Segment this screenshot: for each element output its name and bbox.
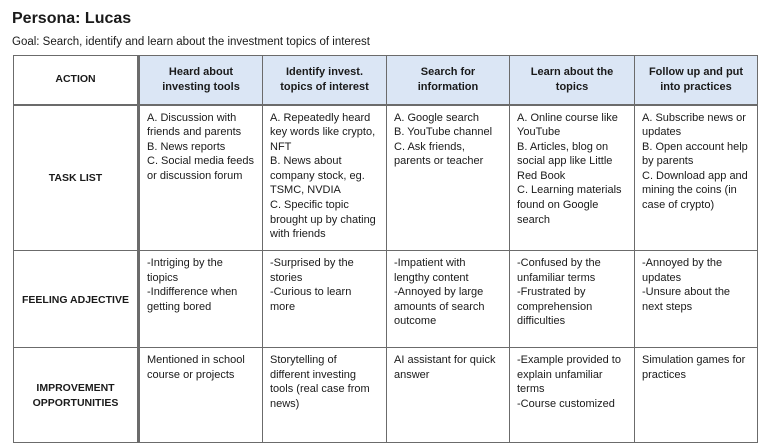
improvement-cell: -Example provided to explain unfamiliar terms -Course customized <box>510 348 635 443</box>
feeling-cell: -Confused by the unfamiliar terms -Frustrated by comprehension difficulties <box>510 251 635 348</box>
row-label-task-list: TASK LIST <box>14 105 139 251</box>
task-cell: A. Discussion with friends and parents B. News reports C. Social media feeds or discussion forum <box>139 105 263 251</box>
improvement-cell: AI assistant for quick answer <box>387 348 510 443</box>
row-label-improvement: IMPROVEMENT OPPORTUNITIES <box>14 348 139 443</box>
action-header: ACTION <box>14 56 139 105</box>
task-cell: A. Google search B. YouTube channel C. Ask friends, parents or teacher <box>387 105 510 251</box>
feeling-row <box>14 251 758 348</box>
feeling-cell: -Intriging by the tiopics -Indifference when getting bored <box>139 251 263 348</box>
feeling-cell: -Impatient with lengthy content -Annoyed by large amounts of search outcome <box>387 251 510 348</box>
task-list-row <box>14 105 758 251</box>
persona-title: Persona: Lucas <box>12 10 132 27</box>
improvement-cell: Storytelling of different investing tools (real case from news) <box>263 348 387 443</box>
stage-header-follow-up: Follow up and put into practices <box>635 56 758 105</box>
stage-header-learn: Learn about the topics <box>510 56 635 105</box>
stage-header-identify: Identify invest. topics of interest <box>263 56 387 105</box>
row-label-feeling: FEELING ADJECTIVE <box>14 251 139 348</box>
improvement-row <box>14 348 758 443</box>
stage-header-search: Search for information <box>387 56 510 105</box>
improvement-cell: Simulation games for practices <box>635 348 758 443</box>
feeling-cell: -Surprised by the stories -Curious to learn more <box>263 251 387 348</box>
task-cell: A. Repeatedly heard key words like crypto, NFT B. News about company stock, eg. TSMC, NVDIA C. Specific topic brought up by chating with friends <box>263 105 387 251</box>
stage-header-heard: Heard about investing tools <box>139 56 263 105</box>
journey-map-table <box>13 55 758 443</box>
task-cell: A. Online course like YouTube B. Articles, blog on social app like Little Red Book C. Learning materials found on Google search <box>510 105 635 251</box>
feeling-cell: -Annoyed by the updates -Unsure about the next steps <box>635 251 758 348</box>
improvement-cell: Mentioned in school course or projects <box>139 348 263 443</box>
goal-statement: Goal: Search, identify and learn about the investment topics of interest <box>12 36 370 48</box>
header-row <box>14 56 758 105</box>
task-cell: A. Subscribe news or updates B. Open account help by parents C. Download app and mining the coins (in case of crypto) <box>635 105 758 251</box>
